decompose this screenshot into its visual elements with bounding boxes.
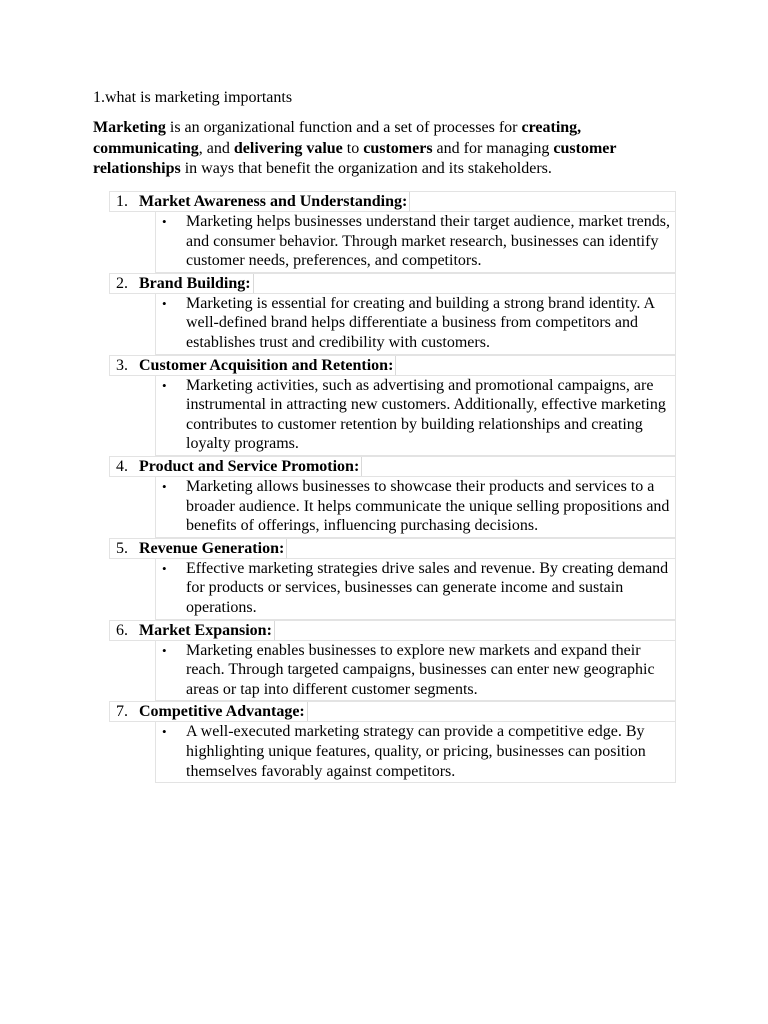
bullet-icon: • — [162, 724, 167, 740]
section-heading: Market Expansion: — [139, 621, 275, 640]
section-heading-row — [109, 456, 676, 477]
intro-text: in ways that benefit the organization and its stakeholders. — [180, 160, 552, 178]
section-number: 4. — [116, 458, 128, 476]
section-body — [155, 376, 676, 456]
section-heading: Market Awareness and Understanding: — [139, 192, 410, 211]
intro-term-customers: customers — [363, 139, 433, 157]
section-text: Marketing is essential for creating and building a strong brand identity. A well-defined brand helps differentiate a business from competitors and establishes trust and credibility with customers. — [186, 294, 655, 352]
document-title: 1.what is marketing importants — [93, 89, 293, 106]
bullet-icon: • — [162, 642, 167, 658]
section-heading-row — [109, 538, 676, 559]
section-body — [155, 641, 676, 702]
section-heading: Competitive Advantage: — [139, 702, 308, 721]
section-heading-row — [109, 701, 676, 722]
intro-term-creating-communicating: creating, communicating — [93, 119, 582, 157]
intro-term-delivering-value: delivering value — [233, 139, 343, 157]
bullet-icon: • — [162, 214, 167, 230]
intro-term-customer-relationships: customer relationships — [93, 139, 617, 178]
bullet-icon: • — [162, 479, 167, 495]
section-heading: Brand Building: — [139, 274, 254, 293]
intro-text: and for managing — [432, 139, 554, 157]
section-heading-row — [109, 620, 676, 641]
section-heading: Revenue Generation: — [139, 539, 287, 558]
intro-paragraph — [93, 118, 653, 180]
section-number: 6. — [116, 621, 128, 639]
bullet-icon: • — [162, 295, 167, 311]
bullet-icon: • — [162, 560, 167, 576]
section-body — [155, 477, 676, 538]
section-heading: Customer Acquisition and Retention: — [139, 356, 396, 375]
section-heading: Product and Service Promotion: — [139, 457, 362, 476]
intro-text: to — [342, 139, 364, 157]
section-number: 2. — [116, 274, 128, 292]
importance-list — [109, 191, 677, 783]
intro-text: , and — [198, 139, 234, 157]
section-body — [155, 294, 676, 355]
document-page — [93, 88, 683, 783]
section-heading-row — [109, 355, 676, 376]
section-number: 5. — [116, 539, 128, 557]
section-number: 1. — [116, 193, 128, 211]
section-text: A well-executed marketing strategy can provide a competitive edge. By highlighting unique features, quality, or pricing, businesses can position themselves favorably against competitors. — [186, 723, 646, 780]
section-text: Marketing activities, such as advertising and promotional campaigns, are instrumental in attracting new customers. Additionally, effective marketing contributes to customer retention by building relationships and creating loyalty programs. — [186, 376, 666, 453]
section-text: Marketing enables businesses to explore new markets and expand their reach. Through targeted campaigns, businesses can enter new geographic areas or tap into different customer segments. — [186, 641, 655, 698]
section-heading-row — [109, 191, 676, 212]
section-body — [155, 722, 676, 783]
section-text: Effective marketing strategies drive sales and revenue. By creating demand for products or services, businesses can generate income and sustain operations. — [186, 559, 669, 617]
intro-text: is an organizational function and a set of processes for — [165, 119, 522, 136]
section-number: 3. — [116, 356, 128, 374]
section-text: Marketing helps businesses understand their target audience, market trends, and consumer behavior. Through market research, businesses can identify customer needs, preferences, and competitors. — [186, 213, 671, 270]
section-heading-row — [109, 273, 676, 294]
section-body — [155, 559, 676, 620]
intro-term-marketing: Marketing — [93, 119, 166, 136]
bullet-icon: • — [162, 377, 167, 393]
section-text: Marketing allows businesses to showcase their products and services to a broader audience. It helps communicate the unique selling propositions and benefits of offerings, influencing purchasing decisions. — [186, 478, 670, 535]
section-number: 7. — [116, 703, 128, 721]
section-body — [155, 212, 676, 273]
